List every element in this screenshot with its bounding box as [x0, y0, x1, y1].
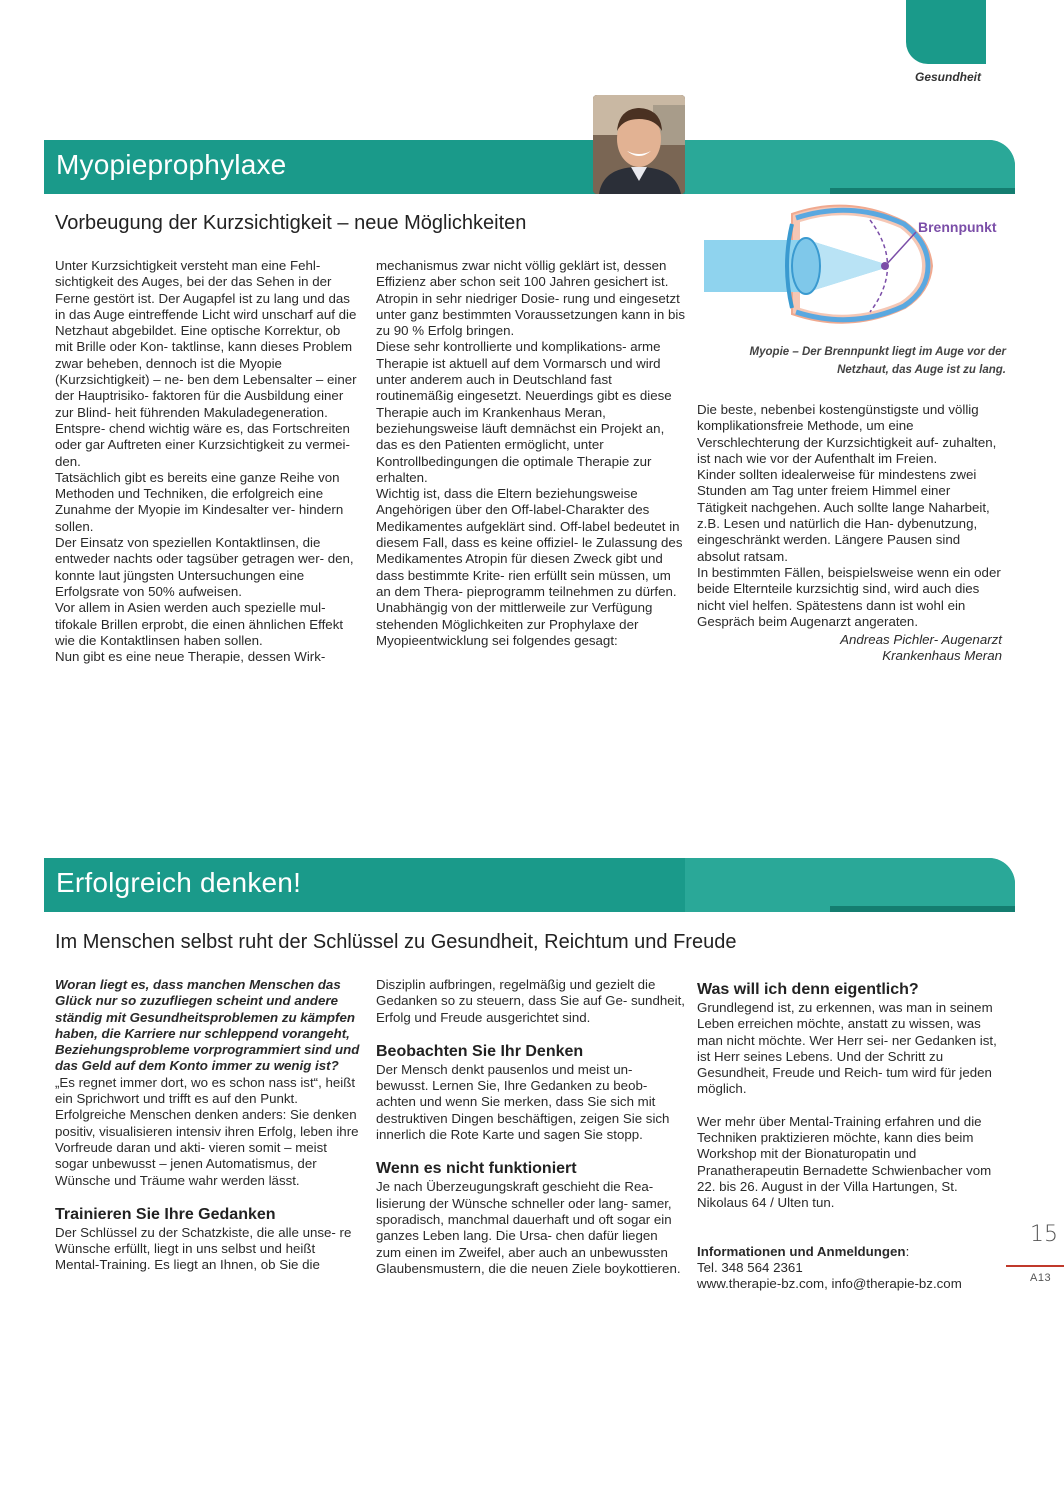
article2-column-3	[697, 980, 1002, 1292]
paragraph: Der Einsatz von speziellen Kontaktlinsen, die entweder nachts oder tagsüber getragen wer- den, konnte laut jüngsten Untersuchungen eine Erfolgsrate von 50% aufweisen.	[55, 535, 354, 599]
paragraph: Die beste, nebenbei kostengünstigste und völlig komplikationsfreie Methode, um eine Verschlechterung der Kurzsichtigkeit auf- zuhalten, ist nach wie vor der Aufenthalt im Freien.	[697, 402, 997, 466]
article1-column-3	[697, 402, 1002, 665]
paragraph: Tatsächlich gibt es bereits eine ganze Reihe von Methoden und Techniken, die erfolgreich eine Zunahme der Myopie im Kindesalter ver- hindern sollen.	[55, 469, 344, 534]
paragraph: Wer mehr über Mental-Training erfahren und die Techniken praktizieren möchte, kann dies beim Workshop mit der Bionaturopatin und Pranatherapeutin Bernadette Schwienbacher vom 22. bis 26. August in der Villa Hartungen, St. Nikolaus 64 / Ulten tun.	[697, 1113, 992, 1211]
info-label: Informationen und Anmeldungen	[697, 1243, 906, 1259]
focal-point-label: Brennpunkt	[918, 219, 997, 235]
article1-column-1	[55, 258, 360, 665]
figure-caption: Myopie – Der Brennpunkt liegt im Auge vor der Netzhaut, das Auge ist zu lang.	[749, 346, 1006, 376]
article1-banner	[44, 140, 1015, 194]
paragraph: Unter Kurzsichtigkeit versteht man eine Fehl- sichtigkeit des Auges, bei der das Sehen in der Ferne gestört ist. Der Augapfel ist zu lang und das in das Auge eintreffende Licht wird unscharf auf die Netzhaut abgebildet. Eine optische Korrektur, ob mit Brille oder Kon- taktlinse, kann dieses Problem zwar beheben, dennoch ist die Myopie (Kurzsichtigkeit) – ne- ben dem Lebensalter – einer der Hauptrisiko- faktoren für die Ausbildung einer zur Blind- heit führenden Makuladegeneration. Entspre- chend wichtig wäre es, das Fortschreiten oder gar Auftreten einer Kurzsichtigkeit zu vermei- den.	[55, 258, 357, 469]
author-affiliation: Krankenhaus Meran	[882, 648, 1002, 664]
paragraph: Unabhängig von der mittlerweile zur Verfügung stehenden Möglichkeiten zur Prophylaxe der Myopieentwicklung sei folgendes gesagt:	[376, 600, 653, 648]
paragraph: Der Schlüssel zu der Schatzkiste, die alle unse- re Wünsche erfüllt, liegt in uns selbst und heißt Mental-Training. Es liegt an Ihnen, ob Sie die	[55, 1224, 352, 1273]
page-number: 15	[1030, 1222, 1058, 1247]
paragraph: mechanismus zwar nicht völlig geklärt ist, dessen Effizienz aber schon seit 100 Jahren gesichert ist. Atropin in sehr niedriger Dosie- rung und eingesetzt unter ganz bestimmten Voraussetzungen kann in bis zu 90 % Erfolg bringen.	[376, 258, 685, 339]
heading-when-it-fails: Wenn es nicht funktioniert	[376, 1160, 577, 1178]
top-tab-decoration	[906, 0, 986, 64]
article2-subtitle: Im Menschen selbst ruht der Schlüssel zu Gesundheit, Reichtum und Freude	[55, 931, 737, 953]
eye-diagram	[700, 200, 1010, 330]
info-colon: :	[905, 1243, 910, 1259]
article2-column-1	[55, 977, 360, 1274]
contact-links: www.therapie-bz.com, info@therapie-bz.com	[697, 1276, 962, 1292]
paragraph: Der Mensch denkt pausenlos und meist un- bewusst. Lernen Sie, Ihre Gedanken zu beob- achten und wenn Sie merken, dass Sie sich mit destruktiven Dingen beschäftigen, zeigen Sie sich innerlich die Rote Karte und sagen Sie stopp.	[376, 1061, 670, 1143]
article2-title: Erfolgreich denken!	[56, 867, 302, 898]
article1-column-2	[376, 258, 686, 649]
paragraph: Grundlegend ist, zu erkennen, was man in seinem Leben erreichen möchte, anstatt zu wissen, was man nicht möchte. Wer Herr sei- ner Gedanken ist, ist Herr seines Lebens. Und der Schritt zu Gesundheit, Freude und Reich- tum wird für jeden möglich.	[697, 1000, 997, 1097]
lead-paragraph: Woran liegt es, dass manchen Menschen das Glück nur so zuzufliegen scheint und andere ständig mit Gesundheitsproblemen zu kämpfen haben, die Karriere nur schleppend vorangeht, Beziehungsprobleme vorprogrammiert sind und das Geld auf dem Konto immer zu wenig ist?	[55, 977, 360, 1074]
article1-title: Myopieprophylaxe	[56, 149, 287, 180]
paragraph: „Es regnet immer dort, wo es schon nass ist“, heißt ein Sprichwort und trifft es auf den Punkt. Erfolgreiche Menschen denken anders: Sie denken positiv, visualisieren intensiv ihren Erfolg, leben ihre Vorfreude daran und akti- vieren somit – meist sogar unbewusst – jenen Automatismus, der Wünsche und Träume wahr werden lässt.	[55, 1074, 359, 1188]
paragraph: Nun gibt es eine neue Therapie, dessen Wirk-	[55, 649, 326, 665]
paragraph: Disziplin aufbringen, regelmäßig und gezielt die Gedanken so zu steuern, dass Sie auf Ge- sundheit, Erfolg und Freude ausgerichtet sind.	[376, 977, 685, 1025]
paragraph: Wichtig ist, dass die Eltern beziehungsweise Angehörigen über den Off-label-Charakter des Medikamentes aufgeklärt sind. Off-label bedeutet in diesem Fall, dass es keine offiziel- le Zulassung des Medikamentes Atropin für diesen Zweck gibt und dass bestimmte Krite- rien erfüllt sein müssen, um an dem Thera- pieprogramm teilnehmen zu dürfen.	[376, 486, 683, 599]
paragraph: Je nach Überzeugungskraft geschieht die Rea- lisierung der Wünsche schneller oder lang- samer, sporadisch, manchmal dauerhaft und oft sogar ein ganzes Leben lang. Die Ursa- chen dafür liegen zum einen im Zweifel, aber auch an unbewussten Glaubensmustern, die die neuen Ziele boykottieren.	[376, 1179, 681, 1276]
article2-banner	[44, 858, 1015, 912]
article1-subtitle: Vorbeugung der Kurzsichtigkeit – neue Möglichkeiten	[55, 212, 527, 234]
section-label: Gesundheit	[914, 70, 981, 84]
paragraph: Vor allem in Asien werden auch spezielle mul- tifokale Brillen erprobt, die einen ähnlichen Effekt wie die Kontaktlinsen haben sollen.	[55, 600, 344, 648]
paragraph: Diese sehr kontrollierte und komplikations- arme Therapie ist aktuell auf dem Vormarsch und wird unter anderem auch in Deutschland fast routinemäßig eingesetzt. Neuerdings gibt es diese Therapie auch im Krankenhaus Meran, beziehungsweise läuft demnächst ein Projekt an, das es den Patienten ermöglicht, unter Kontrollbedingungen die optimale Therapie zur erhalten.	[376, 339, 672, 485]
article2-column-2	[376, 977, 686, 1277]
paragraph: Kinder sollten idealerweise für mindestens zwei Stunden am Tag unter freiem Himmel einer Tätigkeit nachgehen. Auch sollte lange Naharbeit, z.B. Lesen und natürlich die Han- dybenutzung, eingeschränkt werden. Längere Pausen sind absolut ratsam.	[697, 467, 990, 564]
heading-observe-thinking: Beobachten Sie Ihr Denken	[376, 1042, 584, 1060]
page-divider	[1006, 1265, 1064, 1267]
heading-what-do-i-want: Was will ich denn eigentlich?	[697, 981, 919, 998]
page-code: A13	[1030, 1272, 1052, 1284]
portrait-photo	[593, 95, 685, 194]
paragraph: In bestimmten Fällen, beispielsweise wenn ein oder beide Elternteile kurzsichtig sind, wird auch dies nicht viel helfen. Spätestens dann ist wohl ein Gespräch beim Augenarzt angeraten.	[697, 564, 1001, 629]
author-name: Andreas Pichler- Augenarzt	[840, 632, 1002, 648]
phone-number: Tel. 348 564 2361	[697, 1259, 803, 1275]
info-heading	[697, 1244, 1002, 1260]
heading-train-thoughts: Trainieren Sie Ihre Gedanken	[55, 1205, 276, 1223]
